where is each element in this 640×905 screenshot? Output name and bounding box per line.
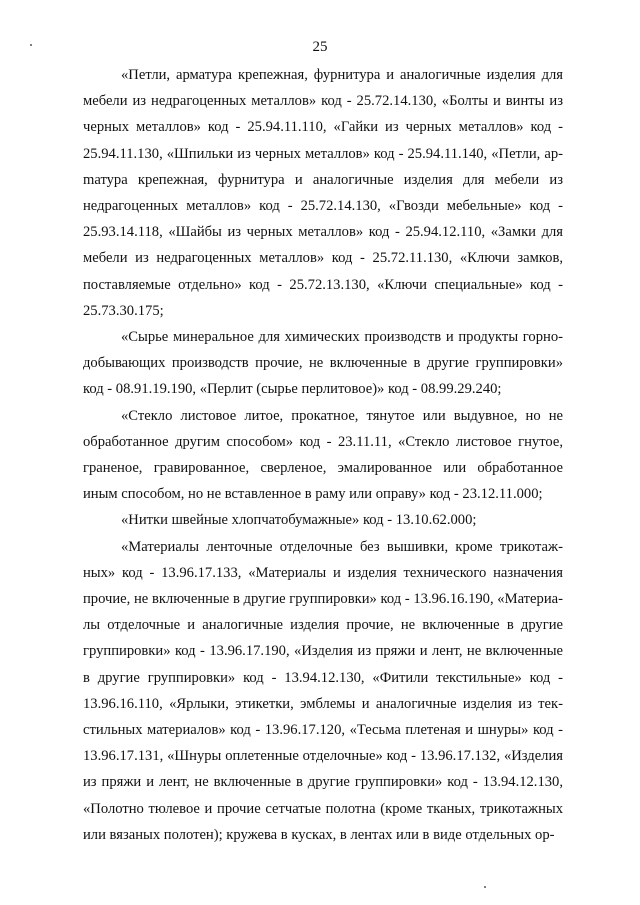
scan-speck — [30, 44, 32, 46]
paragraph-mineral-raw-materials: «Сырье минеральное для химических производств и продукты горнодобывающих производств прочие, не включенные в другие группировки» код - 08.91.19.190, «Перлит (сырье перлитовое)» код - 08.99.29.240; — [83, 329, 563, 398]
paragraph-furniture-fittings: «Петли, арматура крепежная, фурнитура и аналогичные изделия для мебели из недрагоценных металлов» код - 25.72.14.130, «Болты и винты из черных металлов» код - 25.94.11.110, «Гайки из черных металлов» код - 25.94.11.130, «Шпильки из черных металлов» код - 25.94.11.140, «Петли, арmатура крепежная, фурнитура и аналогичные изделия для мебели из недрагоценных металлов» код - 25.72.14.130, «Гвозди мебельные» код - 25.93.14.118, «Шайбы из черных металлов» код - 25.94.12.110, «Замки для мебели из недрагоценных металлов» код - 25.72.11.130, «Ключи замков, поставляемые отдельно» код - 25.72.13.130, «Ключи специальные» код - 25.73.30.175; — [83, 67, 563, 319]
body-text — [83, 62, 563, 848]
paragraph-sewing-threads: «Нитки швейные хлопчатобумажные» код - 13.10.62.000; — [121, 512, 477, 529]
scan-speck — [484, 886, 486, 888]
page-number: 25 — [312, 39, 328, 55]
paragraph-sheet-glass: «Стекло листовое литое, прокатное, тянутое или выдувное, но не обработанное другим способом» код - 23.11.11, «Стекло листовое гнутое, граненое, гравированное, сверленое, эмалированное или обработанное иным способом, но не вставленное в раму или оправу» код - 23.12.11.000; — [83, 407, 563, 503]
paragraph-textile-materials: «Материалы ленточные отделочные без вышивки, кроме трикотажных» код - 13.96.17.133, «Материалы и изделия технического назначения прочие, не включенные в другие группировки» код - 13.96.16.190, «Материалы отделочные и аналогичные изделия прочие, не включенные в другие группировки» код - 13.96.17.190, «Изделия из пряжи и лент, не включенные в другие группировки» код - 13.94.12.130, «Фитили текстильные» код - 13.96.16.110, «Ярлыки, этикетки, эмблемы и аналогичные изделия из текстильных материалов» код - 13.96.17.120, «Тесьма плетеная и шнуры» код - 13.96.17.131, «Шнуры оплетенные отделочные» код - 13.96.17.132, «Изделия из пряжи и лент, не включенные в другие группировки» код - 13.94.12.130, «Полотно тюлевое и прочие сетчатые полотна (кроме тканых, трикотажных или вязаных полотен); кружева в кусках, в лентах или в виде отдельных ор- — [83, 538, 563, 843]
